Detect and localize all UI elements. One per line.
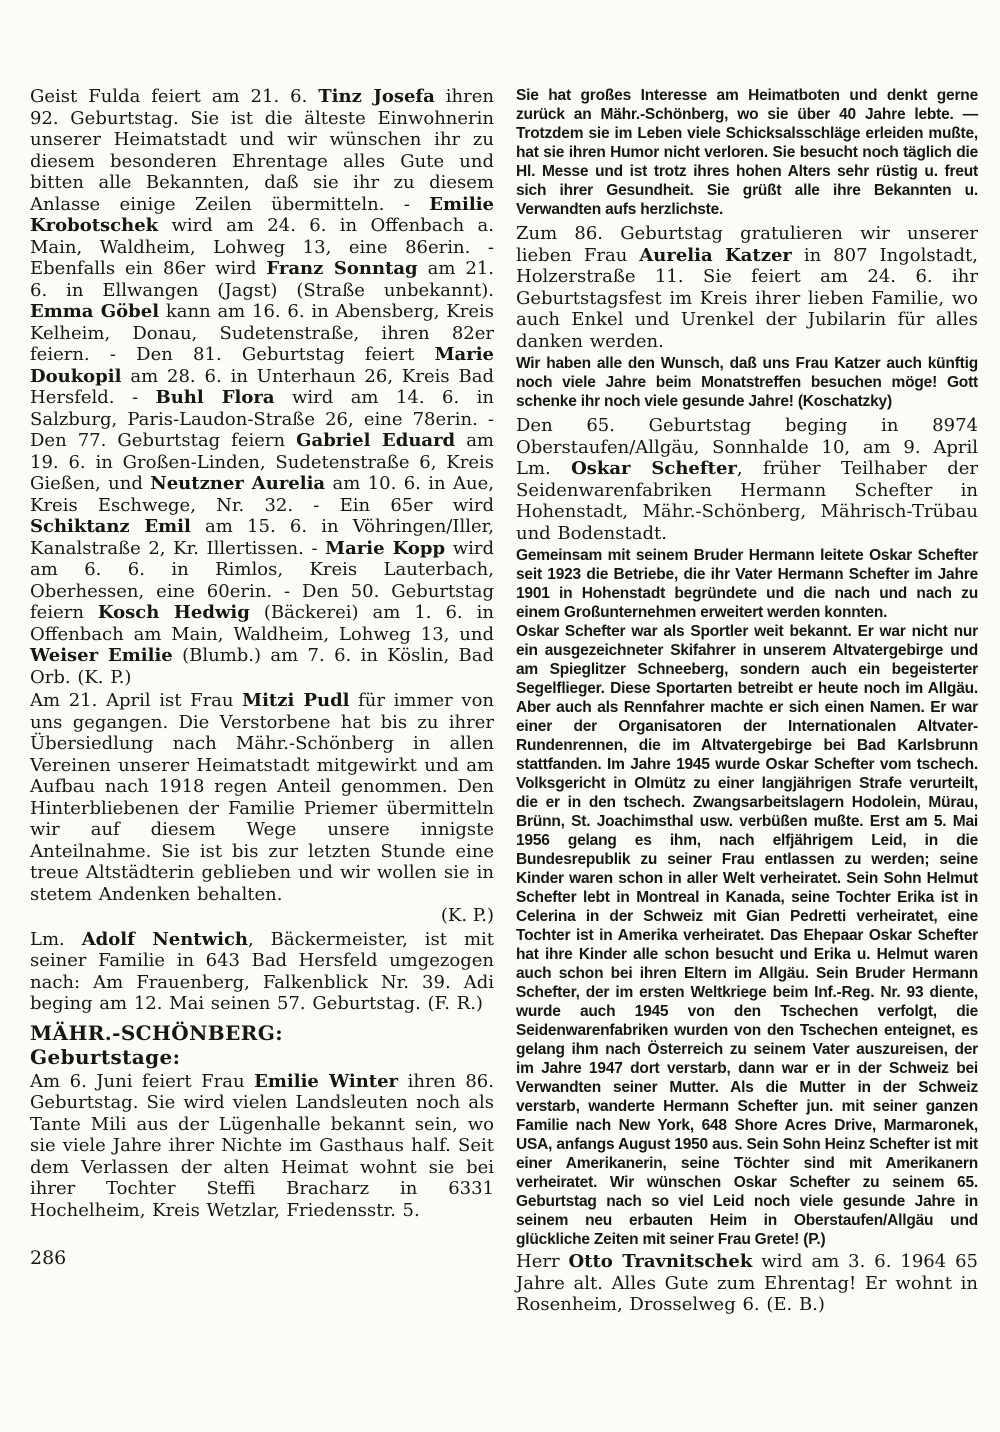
text-run: am 15. 6. in Vöhringen/Iller, Kanalstraße 2, Kr. Illertissen. - bbox=[30, 516, 494, 559]
birthday-aurelia-katzer bbox=[516, 223, 978, 352]
person-name: Otto Travnitschek bbox=[568, 1251, 753, 1272]
text-run: Am 6. Juni feiert Frau bbox=[30, 1070, 255, 1092]
obituary-mitzi-pudl bbox=[30, 690, 494, 905]
text-run: Zum 86. Geburtstag gratulieren wir unserer lieben Frau bbox=[516, 223, 978, 266]
text-run: wird am 24. 6. in Offenbach a. Main, Waldheim, Lohweg 13, eine 86erin. - Ebenfalls ein 86er wird bbox=[30, 215, 494, 279]
section-heading-maehr-schoenberg: MÄHR.-SCHÖNBERG: bbox=[30, 1020, 284, 1045]
move-notice-adolf-nentwich bbox=[30, 929, 494, 1015]
katzer-wish-small-paragraph: Wir haben alle den Wunsch, daß uns Frau Katzer auch künftig noch viele Jahre beim Monatstreffen besuchen möge! Gott schenke ihr noch viele gesunde Jahre! (Koschatzky) bbox=[516, 355, 978, 410]
person-name: Marie Doukopil bbox=[30, 344, 494, 387]
schefter-company-small-paragraph: Gemeinsam mit seinem Bruder Hermann leitete Oskar Schefter seit 1923 die Betriebe, die ihr Vater Hermann Schefter im Jahre 1901 in Hohenstadt begründete und die nach und nach zu einem Großunternehmen erweitert werden konnten. bbox=[516, 547, 978, 621]
text-run: , Bäckermeister, ist mit seiner Familie in 643 Bad Hersfeld umgezogen nach: Am Frauenberg, Falkenblick Nr. 39. Adi beging am 12. Mai seinen 57. Geburtstag. (F. R.) bbox=[30, 928, 495, 1014]
person-name: Aurelia Katzer bbox=[639, 244, 792, 266]
person-name: Schiktanz Emil bbox=[30, 516, 191, 537]
text-run: am 21. 6. in Ellwangen (Jagst) (Straße unbekannt). bbox=[30, 258, 494, 301]
katzer-intro-small-paragraph: Sie hat großes Interesse am Heimatboten und denkt gerne zurück an Mähr.-Schönberg, wo sie über 40 Jahre lebte. — Trotzdem sie im Leben viele Schicksalsschläge erleiden mußte, hat sie ihren Humor nicht verloren. Sie besucht noch täglich die Hl. Messe und ist trotz ihres hohen Alters sehr rüstig u. freut sich ihrer Gesundheit. Sie grüßt alle ihre Bekannten u. Verwandten aufs herzlichste. bbox=[516, 87, 978, 218]
birthday-otto-travnitschek bbox=[516, 1251, 978, 1316]
text-run: wird am 3. 6. 1964 65 Jahre alt. Alles Gute zum Ehrentag! Er wohnt in Rosenheim, Drosselweg 6. (E. B.) bbox=[516, 1251, 979, 1315]
person-name: Franz Sonntag bbox=[266, 258, 418, 279]
person-name: Kosch Hedwig bbox=[97, 602, 250, 623]
text-run: in 807 Ingolstadt, Holzerstraße 11. Sie feiert am 24. 6. ihr Geburtstagsfest im Kreis ihrer lieben Familie, wo auch Enkel und Urenkel der Jubilarin für alles danken werden. bbox=[516, 244, 979, 352]
person-name: Marie Kopp bbox=[325, 537, 446, 559]
person-name: Adolf Nentwich bbox=[81, 928, 249, 950]
section-subheading-geburtstage: Geburtstage: bbox=[30, 1044, 181, 1069]
text-run: Am 21. April ist Frau bbox=[30, 690, 243, 711]
person-name: Emma Göbel bbox=[30, 301, 160, 322]
person-name: Neutzner Aurelia bbox=[150, 473, 326, 494]
text-run: Geist Fulda feiert am 21. 6. bbox=[30, 86, 319, 107]
right-column bbox=[516, 86, 978, 1316]
text-run: ihren 86. Geburtstag. Sie wird vielen Landsleuten noch als Tante Mili aus der Lügenhalle bekannt sein, wo sie viele Jahre ihrer Nichte im Gasthaus half. Seit dem Verlassen der alten Heimat wohnt sie bei ihrer Tochter Steffi Bracharz in 6331 Hochelheim, Kreis Wetzlar, Friedensstr. 5. bbox=[30, 1070, 494, 1221]
text-run: (Blumb.) am 7. 6. in Köslin, Bad Orb. (K. P.) bbox=[30, 645, 494, 688]
person-name: Buhl Flora bbox=[155, 387, 275, 408]
person-name: Gabriel Eduard bbox=[296, 430, 456, 451]
text-run: am 10. 6. in Aue, Kreis Eschwege, Nr. 32. - Ein 65er wird bbox=[30, 473, 494, 516]
birthdays-paragraph-fulda bbox=[30, 86, 494, 688]
text-run: Den 65. Geburtstag beging in 8974 Oberstaufen/Allgäu, Sonnhalde 10, am 9. April Lm. bbox=[516, 415, 978, 479]
person-name: Tinz Josefa bbox=[318, 86, 435, 107]
text-run: Herr bbox=[516, 1251, 569, 1272]
text-run: am 19. 6. in Großen-Linden, Sudetenstraße 6, Kreis Gießen, und bbox=[30, 430, 494, 494]
page-number: 286 bbox=[30, 1247, 67, 1269]
person-name: Emilie Winter bbox=[254, 1070, 399, 1092]
text-run: wird am 14. 6. in Salzburg, Paris-Laudon-Straße 26, eine 78erin. - Den 77. Geburtstag feiern bbox=[30, 387, 494, 451]
text-run: Lm. bbox=[30, 928, 82, 950]
text-run: ihren 92. Geburtstag. Sie ist die älteste Einwohnerin unserer Heimatstadt und wir wünschen ihr zu diesem besonderen Ehrentage alles Gute und bitten alle Bekannten, daß sie ihr zu diesem Anlasse einige Zeilen übermitteln. - bbox=[30, 86, 495, 215]
text-run: für immer von uns gegangen. Die Verstorbene hat bis zu ihrer Übersiedlung nach Mähr.-Schönberg in allen Vereinen unserer Heimatstadt mitgewirkt und am Aufbau nach 1918 regen Anteil genommen. Den Hinterbliebenen der Familie Priemer übermitteln wir auf diesem Wege unsere innigste Anteilnahme. Sie ist bis zur letzten Stunde eine treue Altstädterin geblieben und wir wollen sie in stetem Andenken behalten. bbox=[30, 690, 494, 905]
text-run: kann am 16. 6. in Abensberg, Kreis Kelheim, Donau, Sudetenstraße, ihren 82er feiern. - Den 81. Geburtstag feiert bbox=[30, 301, 494, 365]
birthday-oskar-schefter bbox=[516, 415, 978, 544]
person-name: Mitzi Pudl bbox=[242, 690, 350, 711]
person-name: Weiser Emilie bbox=[30, 645, 173, 666]
schefter-biography-small-paragraph: Oskar Schefter war als Sportler weit bekannt. Er war nicht nur ein ausgezeichneter Skifahrer in unserem Altvatergebirge und am Spieglitzer Schneeberg, sondern auch ein begeisterter Segelflieger. Diese Sportarten betreibt er heute noch im Allgäu. Aber auch als Rennfahrer machte er sich einen Namen. Er war einer der Organisatoren der Internationalen Altvater-Rundenrennen, die im Altvatergebirge bei Bad Karlsbrunn stattfanden. Im Jahre 1945 wurde Oskar Schefter vom tschech. Volksgericht in Olmütz zu einer langjährigen Strafe verurteilt, die er in den tschech. Zwangsarbeitslagern Hodolein, Mürau, Brünn, St. Joachimsthal usw. verbüßen mußte. Erst am 5. Mai 1956 gelang es ihm, nach elfjährigem Leid, in die Bundesrepublik zu seiner Frau entlassen zu werden; seine Kinder waren schon in aller Welt verheiratet. Sein Sohn Helmut Schefter lebt in Montreal in Kanada, seine Tochter Erika ist in Celerina in der Schweiz mit Gian Pedretti verheiratet, eine Tochter ist in Amerika verheiratet. Das Ehepaar Oskar Schefter hat ihre Kinder alle schon besucht und Erika u. Helmut waren auch schon bei ihren Eltern im Allgäu. Sein Bruder Hermann Schefter, der im ersten Weltkriege beim Inf.-Reg. Nr. 93 diente, wurde auch 1945 von den Tschechen verfolgt, die Seidenwarenfabriken wurden von den Tschechen enteignet, es gelang ihm nach Österreich zu seinem Vater auszureisen, der im Jahre 1947 dort verstarb, dann war er in der Schweiz bei Verwandten seiner Mutter. Als die Mutter in der Schweiz verstarb, wanderte Hermann Schefter jun. mit seiner ganzen Familie nach New York, 648 Shore Acres Drive, Marmaronek, USA, anfangs August 1950 aus. Sein Sohn Heinz Schefter ist mit einer Amerikanerin, seine Töchter sind mit Amerikanern verheiratet. Wir wünschen Oskar Schefter zu seinem 65. Geburtstag nach so viel Leid noch viele gesunde Jahre in seinem neu erbauten Heim in Oberstaufen/Allgäu und glückliche Zeiten mit seiner Frau Grete! (P.) bbox=[516, 623, 978, 1248]
obituary-signature: (K. P.) bbox=[440, 905, 494, 926]
two-column-text-layout bbox=[30, 86, 978, 1316]
left-column bbox=[30, 86, 494, 1316]
text-run: am 28. 6. in Unterhaun 26, Kreis Bad Hersfeld. - bbox=[30, 365, 494, 408]
person-name: Emilie Krobotschek bbox=[30, 193, 494, 236]
birthday-emilie-winter bbox=[30, 1071, 494, 1222]
text-run: (Bäckerei) am 1. 6. in Offenbach am Main, Waldheim, Lohweg 13, und bbox=[30, 602, 495, 645]
text-run: wird am 6. 6. in Rimlos, Kreis Lauterbach, Oberhessen, eine 60erin. - Den 50. Geburtstag feiern bbox=[30, 537, 495, 623]
person-name: Oskar Schefter bbox=[571, 458, 737, 479]
text-run: , früher Teilhaber der Seidenwarenfabriken Hermann Schefter in Hohenstadt, Mähr.-Schönberg, Mährisch-Trübau und Bodenstadt. bbox=[516, 458, 978, 544]
